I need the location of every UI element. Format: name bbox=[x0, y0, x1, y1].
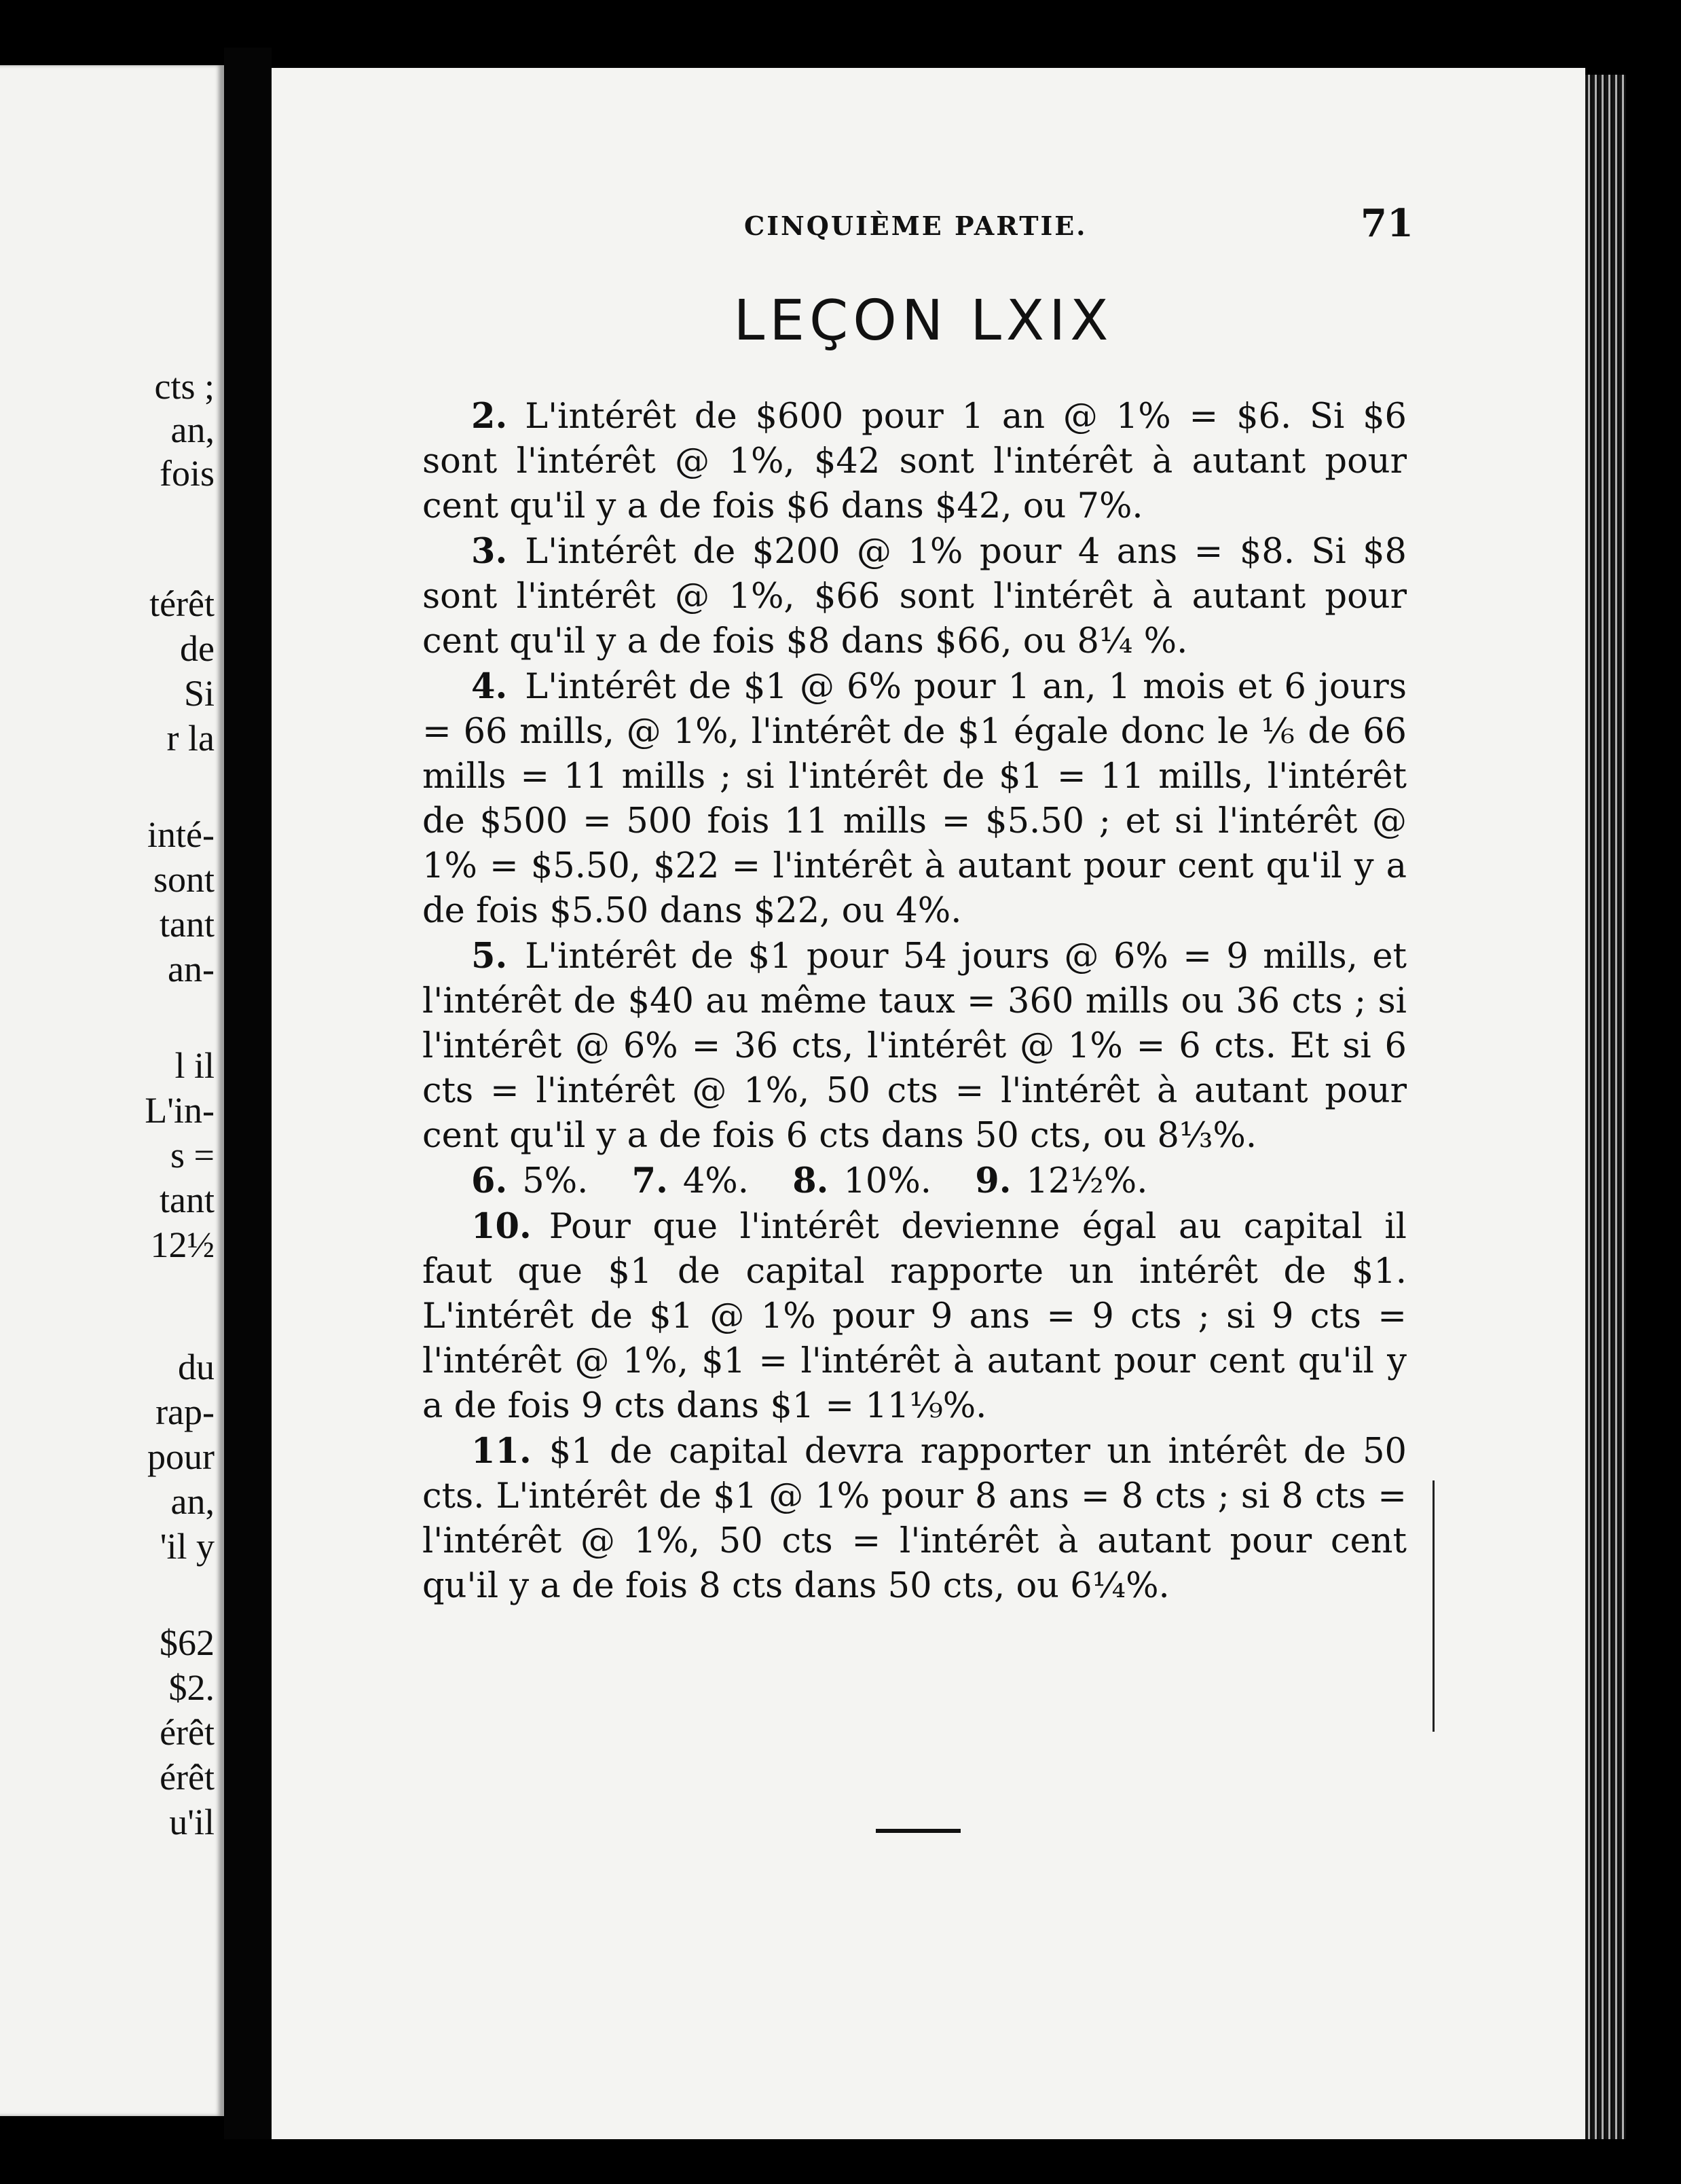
short-answer bbox=[471, 1161, 588, 1201]
page-number: 71 bbox=[1361, 201, 1414, 246]
left-fragment-line: l il bbox=[174, 1045, 215, 1086]
left-fragment-line: an- bbox=[168, 949, 215, 989]
left-fragment-line: rap- bbox=[155, 1391, 215, 1432]
exercise-number: 8. bbox=[792, 1161, 829, 1201]
left-fragment-line: r la bbox=[166, 718, 215, 759]
exercise-paragraph bbox=[422, 394, 1407, 529]
exercise-paragraph bbox=[422, 934, 1407, 1159]
exercise-text: L'intérêt de $200 @ 1% pour 4 ans = $8. Si $8 sont l'intérêt @ 1%, $66 sont l'intérêt à autant pour cent qu'il y a de fois $8 dans $66, ou 8¼ %. bbox=[422, 532, 1407, 661]
left-fragment-line: s = bbox=[170, 1135, 215, 1176]
exercise-number: 2. bbox=[471, 396, 508, 437]
answer-value: 10%. bbox=[843, 1161, 932, 1201]
exercise-paragraph bbox=[422, 1429, 1407, 1609]
exercise-number: 11. bbox=[471, 1431, 532, 1472]
left-fragment-line: Si bbox=[183, 673, 215, 714]
exercise-text: L'intérêt de $1 @ 6% pour 1 an, 1 mois et 6 jours = 66 mills, @ 1%, l'intérêt de $1 égale donc le ⅙ de 66 mills = 11 mills ; si l'intérêt de $1 = 11 mills, l'intérêt de $500 = 500 fois 11 mills = $5.50 ; et si l'intérêt @ 1% = $5.50, $22 = l'intérêt à autant pour cent qu'il y a de fois $5.50 dans $22, ou 4%. bbox=[422, 667, 1407, 931]
short-answer bbox=[632, 1161, 749, 1201]
answer-value: 12½%. bbox=[1026, 1161, 1148, 1201]
answer-value: 4%. bbox=[682, 1161, 749, 1201]
left-fragment-line: u'il bbox=[169, 1802, 215, 1842]
left-fragment-line: 12½ bbox=[150, 1224, 215, 1265]
previous-page-fragment bbox=[0, 65, 224, 2116]
short-answer bbox=[792, 1161, 931, 1201]
left-fragment-line: de bbox=[180, 628, 215, 669]
left-fragment-line: an, bbox=[170, 410, 215, 450]
left-fragment-line: fois bbox=[160, 453, 215, 494]
lesson-title: LEÇON LXIX bbox=[733, 289, 1113, 353]
end-rule-divider bbox=[876, 1829, 961, 1833]
left-fragment-line: an, bbox=[170, 1481, 215, 1522]
left-fragment-line: tant bbox=[160, 1180, 215, 1220]
left-fragment-line: térêt bbox=[149, 583, 215, 624]
margin-mark bbox=[1433, 1480, 1435, 1732]
exercise-number: 9. bbox=[975, 1161, 1012, 1201]
left-fragment-line: érêt bbox=[160, 1712, 215, 1753]
short-answer bbox=[975, 1161, 1147, 1201]
exercise-paragraph bbox=[422, 1204, 1407, 1429]
exercise-number: 6. bbox=[471, 1161, 508, 1201]
exercise-paragraph bbox=[422, 529, 1407, 664]
left-fragment-line: sont bbox=[153, 859, 215, 900]
left-fragment-line: $2. bbox=[168, 1667, 215, 1708]
exercise-paragraph bbox=[422, 664, 1407, 934]
running-head: CINQUIÈME PARTIE. bbox=[744, 211, 1088, 241]
exercise-text: L'intérêt de $600 pour 1 an @ 1% = $6. Si $6 sont l'intérêt @ 1%, $42 sont l'intérêt à autant pour cent qu'il y a de fois $6 dans $42, ou 7%. bbox=[422, 397, 1407, 526]
left-fragment-line: cts ; bbox=[154, 366, 215, 407]
exercise-text: $1 de capital devra rapporter un intérêt de 50 cts. L'intérêt de $1 @ 1% pour 8 ans = 8 cts ; si 8 cts = l'intérêt @ 1%, 50 cts = l'intérêt à autant pour cent qu'il y a de fois 8 cts dans 50 cts, ou 6¼%. bbox=[422, 1432, 1407, 1606]
left-fragment-line: tant bbox=[160, 904, 215, 945]
left-fragment-line: érêt bbox=[160, 1757, 215, 1798]
exercise-text: Pour que l'intérêt devienne égal au capital il faut que $1 de capital rapporte un intérêt de $1. L'intérêt de $1 @ 1% pour 9 ans = 9 cts ; si 9 cts = l'intérêt @ 1%, $1 = l'intérêt à autant pour cent qu'il y a de fois 9 cts dans $1 = 11⅑%. bbox=[422, 1207, 1407, 1426]
exercise-number: 3. bbox=[471, 531, 508, 572]
short-answers-line bbox=[422, 1159, 1407, 1204]
exercise-number: 7. bbox=[631, 1161, 668, 1201]
left-fragment-line: $62 bbox=[160, 1622, 215, 1663]
lesson-body bbox=[422, 394, 1407, 1609]
answer-value: 5%. bbox=[522, 1161, 589, 1201]
exercise-number: 5. bbox=[471, 936, 508, 977]
exercise-number: 10. bbox=[471, 1206, 532, 1247]
left-fragment-line: L'in- bbox=[145, 1090, 215, 1131]
book-gutter bbox=[224, 48, 272, 2139]
left-fragment-line: 'il y bbox=[160, 1526, 215, 1567]
page-edges bbox=[1585, 75, 1626, 2139]
left-fragment-line: inté- bbox=[147, 814, 215, 855]
exercise-text: L'intérêt de $1 pour 54 jours @ 6% = 9 mills, et l'intérêt de $40 au même taux = 360 mills ou 36 cts ; si l'intérêt @ 6% = 36 cts, l'intérêt @ 1% = 6 cts. Et si 6 cts = l'intérêt @ 1%, 50 cts = l'intérêt à autant pour cent qu'il y a de fois 6 cts dans 50 cts, ou 8⅓%. bbox=[422, 936, 1407, 1156]
left-fragment-line: du bbox=[178, 1347, 215, 1387]
left-fragment-line: pour bbox=[147, 1436, 215, 1477]
exercise-number: 4. bbox=[471, 666, 508, 707]
